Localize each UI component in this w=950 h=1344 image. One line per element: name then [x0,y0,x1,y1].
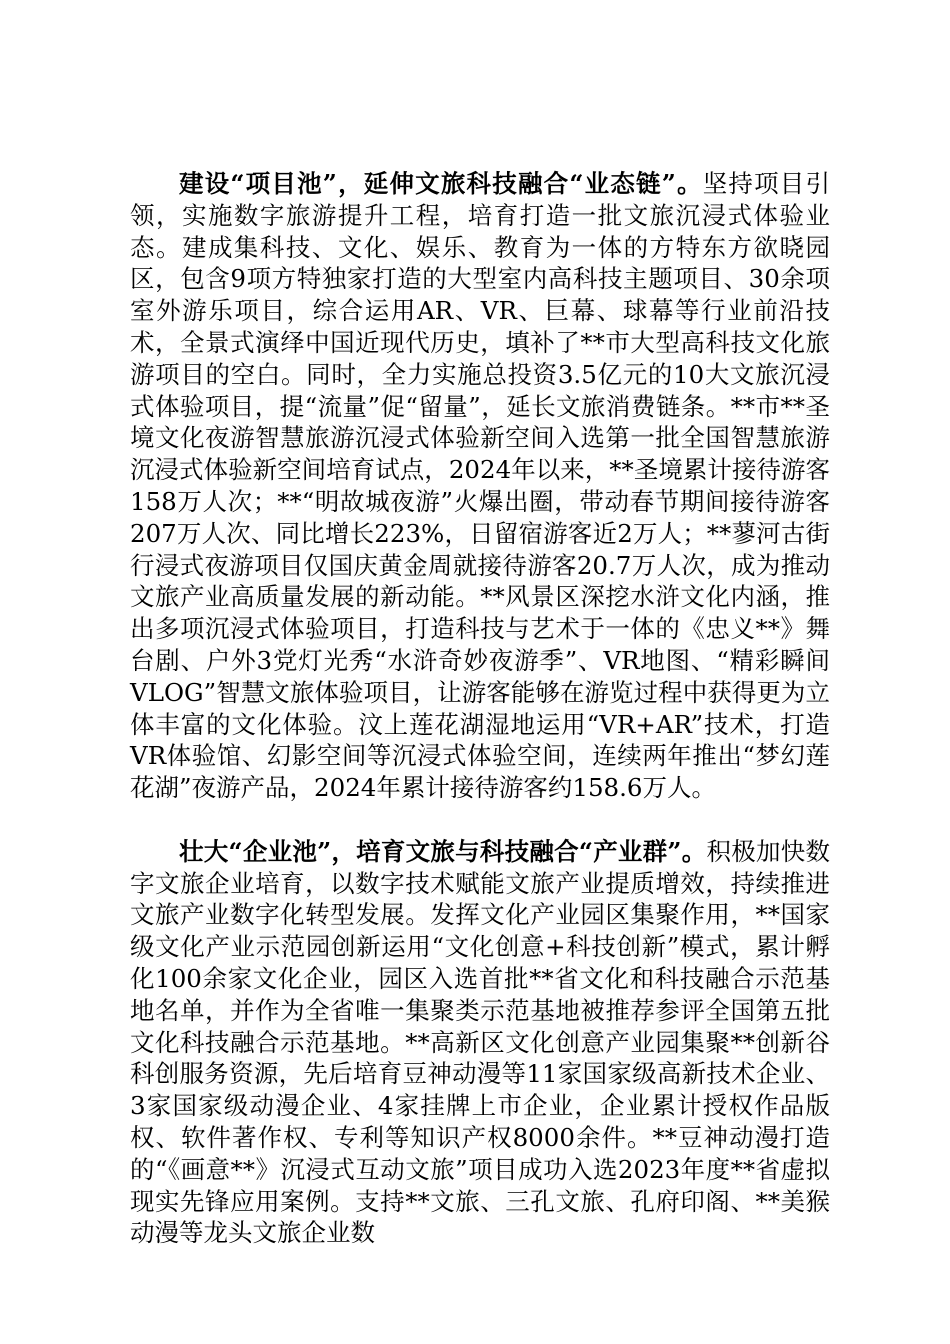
paragraph-enterprise-pool [130,836,830,1249]
paragraph-heading: 建设“项目池”，延伸文旅科技融合“业态链”。 [179,169,703,198]
paragraph-project-pool [130,168,830,804]
document-page [130,168,830,1249]
paragraph-heading: 壮大“企业池”，培育文旅与科技融合“产业群”。 [179,836,707,866]
paragraph-body: 积极加快数字文旅企业培育，以数字技术赋能文旅产业提质增效，持续推进文旅产业数字化转型发展。发挥文化产业园区集聚作用，**国家级文化产业示范园创新运用“文化创意+科技创新”模式，累计孵化100余家文化企业，园区入选首批**省文化和科技融合示范基地名单，并作为全省唯一集聚类示范基地被推荐参评全国第五批文化科技融合示范基地。**高新区文化创意产业园集聚**创新谷科创服务资源，先后培育豆神动漫等11家国家级高新技术企业、3家国家级动漫企业、4家挂牌上市企业，企业累计授权作品版权、软件著作权、专利等知识产权8000余件。**豆神动漫打造的“《画意**》沉浸式互动文旅”项目成功入选2023年度**省虚拟现实先锋应用案例。支持**文旅、三孔文旅、孔府印阁、**美猴动漫等龙头文旅企业数 [130,836,830,1248]
paragraph-body: 坚持项目引领，实施数字旅游提升工程，培育打造一批文旅沉浸式体验业态。建成集科技、文化、娱乐、教育为一体的方特东方欲晓园区，包含9项方特独家打造的大型室内高科技主题项目、30余项室外游乐项目，综合运用AR、VR、巨幕、球幕等行业前沿技术，全景式演绎中国近现代历史，填补了**市大型高科技文化旅游项目的空白。同时，全力实施总投资3.5亿元的10大文旅沉浸式体验项目，提“流量”促“留量”，延长文旅消费链条。**市**圣境文化夜游智慧旅游沉浸式体验新空间入选第一批全国智慧旅游沉浸式体验新空间培育试点，2024年以来，**圣境累计接待游客158万人次；**“明故城夜游”火爆出圈，带动春节期间接待游客207万人次、同比增长223%，日留宿游客近2万人；**蓼河古街行浸式夜游项目仅国庆黄金周就接待游客20.7万人次，成为推动文旅产业高质量发展的新动能。**风景区深挖水浒文化内涵，推出多项沉浸式体验项目，打造科技与艺术于一体的《忠义**》舞台剧、户外3党灯光秀“水浒奇妙夜游季”、VR地图、“精彩瞬间VLOG”智慧文旅体验项目，让游客能够在游览过程中获得更为立体丰富的文化体验。汶上莲花湖湿地运用“VR+AR”技术，打造VR体验馆、幻影空间等沉浸式体验空间，连续两年推出“梦幻莲花湖”夜游产品，2024年累计接待游客约158.6万人。 [130,169,831,803]
